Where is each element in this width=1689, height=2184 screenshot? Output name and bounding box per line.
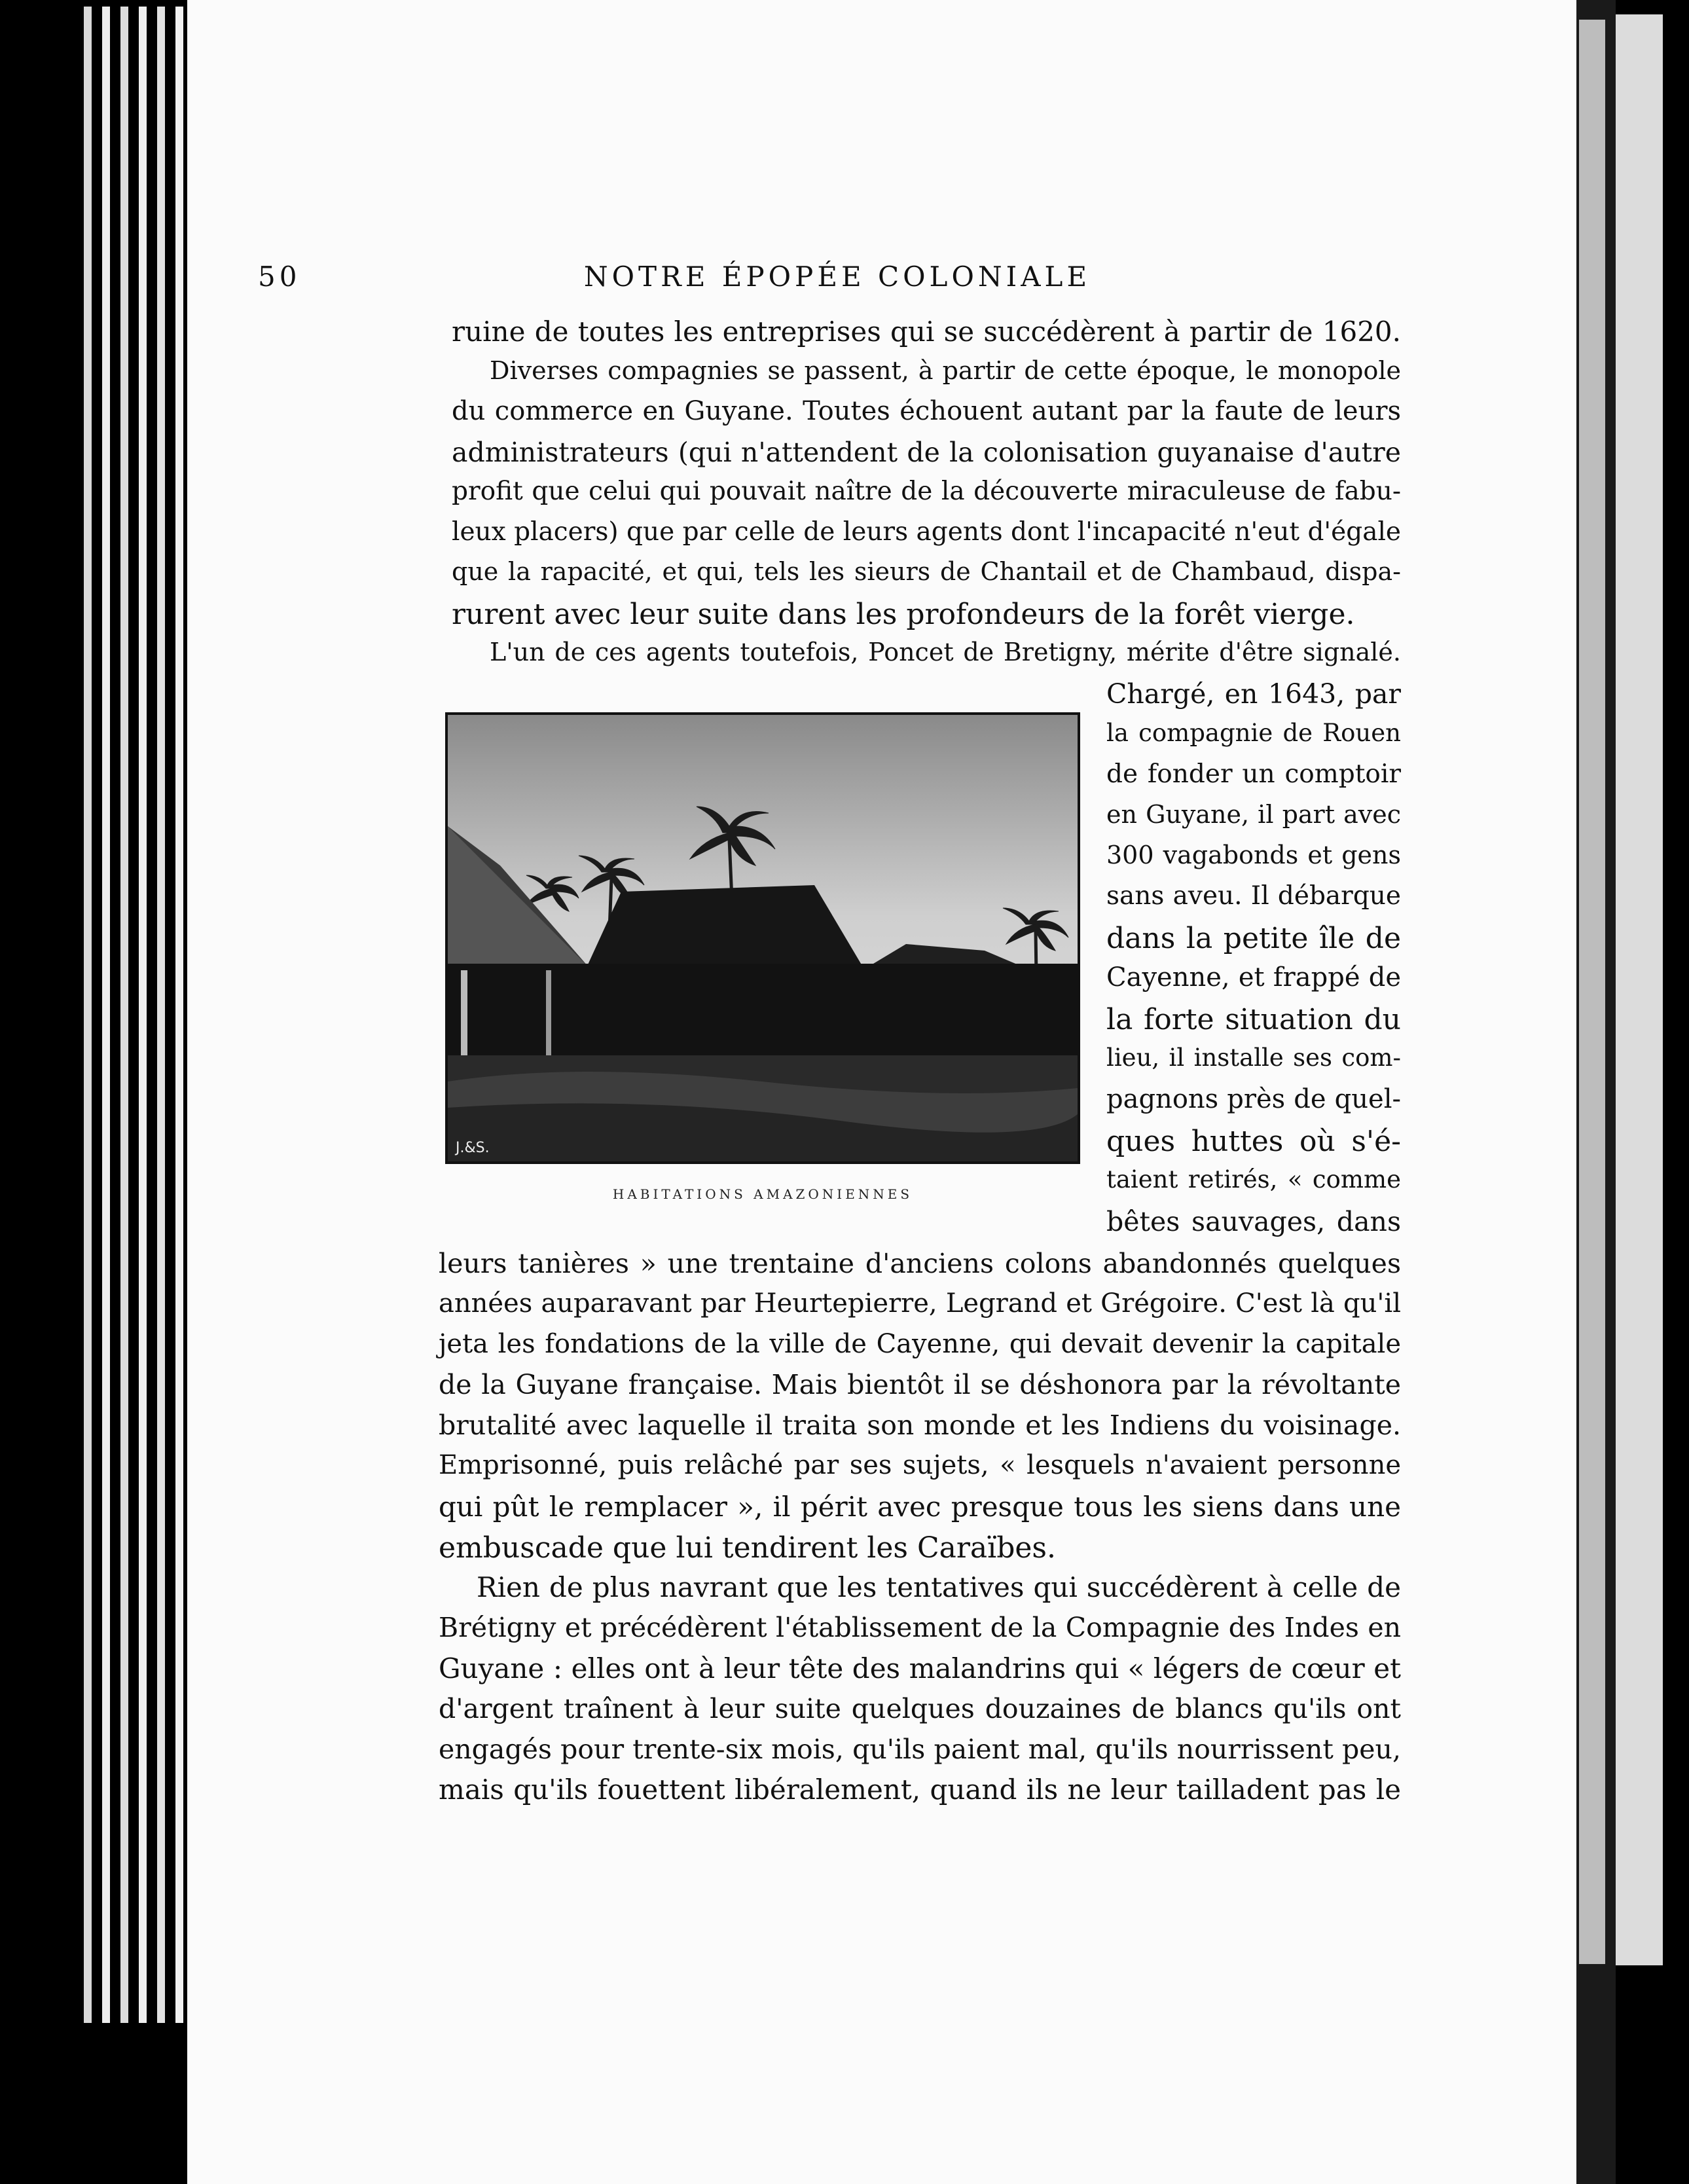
text-line: de la Guyane française. Mais bientôt il se déshonora par la révoltante xyxy=(439,1369,1401,1401)
running-title: NOTRE ÉPOPÉE COLONIALE xyxy=(583,261,1091,293)
text-line: années auparavant par Heurtepierre, Legrand et Grégoire. C'est là qu'il xyxy=(439,1288,1401,1319)
text-line: Chargé, en 1643, par xyxy=(1106,678,1401,710)
text-line: d'argent traînent à leur suite quelques douzaines de blancs qu'ils ont xyxy=(439,1692,1401,1724)
text-line: 300 vagabonds et gens xyxy=(1106,841,1401,869)
text-line: leurs tanières » une trentaine d'anciens colons abandonnés quelques xyxy=(439,1248,1401,1279)
text-line: embuscade que lui tendirent les Caraïbes. xyxy=(439,1531,1056,1565)
text-line: profit que celui qui pouvait naître de la découverte miraculeuse de fabu- xyxy=(452,477,1401,506)
next-leaf xyxy=(1616,14,1663,1965)
text-line: sans aveu. Il débarque xyxy=(1106,881,1401,911)
text-line: de fonder un comptoir xyxy=(1106,759,1401,789)
photo-mark: J.&S. xyxy=(456,1140,490,1156)
book-page-edges xyxy=(79,7,190,2023)
text-line: la forte situation du xyxy=(1106,1003,1401,1036)
running-header xyxy=(258,261,1417,300)
text-line: Brétigny et précédèrent l'établissement de la Compagnie des Indes en xyxy=(439,1612,1401,1644)
text-line: jeta les fondations de la ville de Cayenne, qui devait devenir la capitale xyxy=(439,1328,1401,1359)
text-line: L'un de ces agents toutefois, Poncet de Bretigny, mérite d'être signalé. xyxy=(490,638,1401,666)
text-line: qui pût le remplacer », il périt avec presque tous les siens dans une xyxy=(439,1490,1401,1523)
figure-caption: HABITATIONS AMAZONIENNES xyxy=(612,1186,913,1202)
text-line: en Guyane, il part avec xyxy=(1106,800,1401,829)
page-number: 50 xyxy=(258,261,301,293)
text-line: pagnons près de quel- xyxy=(1106,1084,1401,1114)
text-line: dans la petite île de xyxy=(1106,922,1401,955)
text-line: taient retirés, « comme xyxy=(1106,1165,1401,1193)
text-line: Diverses compagnies se passent, à partir de cette époque, le monopole xyxy=(490,355,1401,385)
text-line: ques huttes où s'é- xyxy=(1106,1125,1401,1158)
figure-photo xyxy=(445,712,1080,1164)
text-line: lieu, il installe ses com- xyxy=(1106,1044,1401,1072)
text-line: mais qu'ils fouettent libéralement, quand ils ne leur tailladent pas le xyxy=(439,1774,1401,1806)
text-line: Cayenne, et frappé de xyxy=(1106,962,1401,992)
text-line: engagés pour trente-six mois, qu'ils paient mal, qu'ils nourrissent peu, xyxy=(439,1733,1401,1765)
text-line: la compagnie de Rouen xyxy=(1106,719,1401,747)
text-line: rurent avec leur suite dans les profondeurs de la forêt vierge. xyxy=(452,597,1355,631)
text-line: brutalité avec laquelle il traita son monde et les Indiens du voisinage. xyxy=(439,1410,1401,1442)
text-line: bêtes sauvages, dans xyxy=(1106,1206,1401,1237)
text-line: ruine de toutes les entreprises qui se succédèrent à partir de 1620. xyxy=(452,316,1401,348)
text-line: Guyane : elles ont à leur tête des malandrins qui « légers de cœur et xyxy=(439,1652,1401,1684)
text-line: du commerce en Guyane. Toutes échouent autant par la faute de leurs xyxy=(452,396,1401,426)
text-line: administrateurs (qui n'attendent de la colonisation guyanaise d'autre xyxy=(452,436,1401,468)
text-line: Rien de plus navrant que les tentatives qui succédèrent à celle de xyxy=(477,1571,1401,1604)
next-leaf-edge xyxy=(1579,20,1605,1964)
text-line: leux placers) que par celle de leurs agents dont l'incapacité n'eut d'égale xyxy=(452,517,1401,547)
amazonian-huts-image xyxy=(448,715,1078,1161)
text-line: Emprisonné, puis relâché par ses sujets, « lesquels n'avaient personne xyxy=(439,1450,1401,1480)
text-line: que la rapacité, et qui, tels les sieurs de Chantail et de Chambaud, dispa- xyxy=(452,557,1401,586)
